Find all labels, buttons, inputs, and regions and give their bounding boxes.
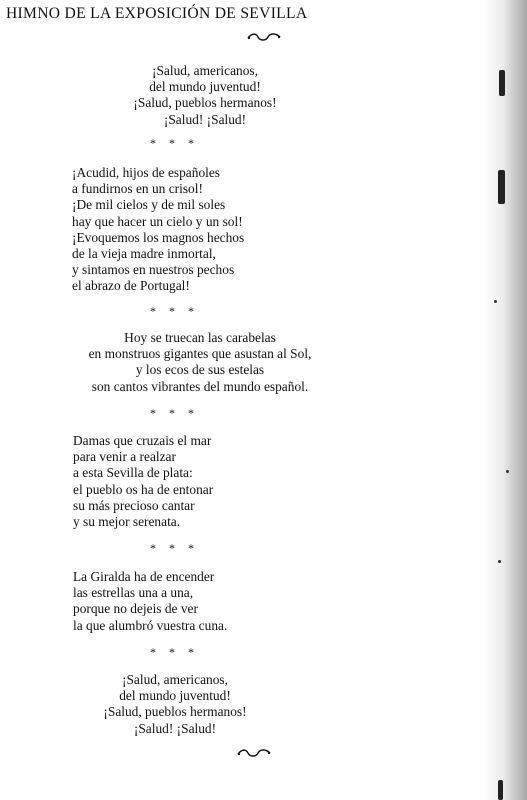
ornament-bottom bbox=[0, 748, 517, 760]
stanza-separator: * * * bbox=[150, 136, 199, 150]
flourish-ornament-icon bbox=[246, 32, 282, 42]
verse-line: a esta Sevilla de plata: bbox=[73, 465, 193, 481]
verse-line: ¡Salud! ¡Salud! bbox=[133, 720, 217, 736]
stanza-separator: * * * bbox=[150, 645, 199, 659]
verse-line: del mundo juventud! bbox=[149, 79, 261, 95]
stanza-1 bbox=[60, 63, 350, 128]
verse-line: porque no dejeis de ver bbox=[73, 601, 198, 617]
verse-line: del mundo juventud! bbox=[119, 688, 231, 704]
page-title: HIMNO DE LA EXPOSICIÓN DE SEVILLA bbox=[6, 5, 308, 22]
verse-line: ¡Evoquemos los magnos hechos bbox=[72, 229, 245, 245]
verse-line: ¡Salud, americanos, bbox=[122, 672, 228, 687]
edge-ink-mark bbox=[498, 780, 503, 800]
stanza-2 bbox=[72, 165, 372, 295]
verse-line: y sintamos en nuestros pechos bbox=[72, 262, 235, 278]
edge-speck bbox=[494, 300, 497, 303]
stanza-separator: * * * bbox=[150, 304, 199, 318]
verse-line: de la vieja madre inmortal, bbox=[72, 245, 216, 261]
edge-ink-mark bbox=[498, 170, 505, 204]
stanza-separator: * * * bbox=[150, 406, 199, 420]
verse-line: su más precioso cantar bbox=[73, 497, 195, 513]
verse-line: el abrazo de Portugal! bbox=[72, 278, 190, 294]
verse-line: el pueblo os ha de entonar bbox=[73, 481, 214, 497]
verse-line: la que alumbró vuestra cuna. bbox=[73, 617, 228, 633]
verse-line: La Giralda ha de encender bbox=[73, 569, 215, 584]
verse-line: ¡Salud, pueblos hermanos! bbox=[103, 704, 247, 720]
edge-ink-mark bbox=[499, 70, 505, 96]
verse-line: y los ecos de sus estelas bbox=[135, 362, 265, 378]
stanza-5 bbox=[73, 569, 373, 634]
verse-line: y su mejor serenata. bbox=[73, 513, 181, 529]
verse-line: a fundirnos en un crisol! bbox=[72, 181, 203, 197]
verse-line: ¡De mil cielos y de mil soles bbox=[72, 197, 226, 213]
verse-line: ¡Salud, americanos, bbox=[152, 63, 258, 78]
verse-line: ¡Salud! ¡Salud! bbox=[163, 111, 247, 127]
ornament-top bbox=[0, 32, 527, 44]
stanza-6 bbox=[30, 672, 320, 737]
page-edge-shadow bbox=[483, 0, 527, 800]
verse-line: Damas que cruzais el mar bbox=[73, 433, 212, 448]
verse-line: en monstruos gigantes que asustan al Sol, bbox=[88, 346, 312, 362]
verse-line: ¡Salud, pueblos hermanos! bbox=[133, 95, 277, 111]
verse-line: las estrellas una a una, bbox=[73, 585, 194, 601]
stanza-3 bbox=[20, 330, 380, 395]
verse-line: hay que hacer un cielo y un sol! bbox=[72, 213, 243, 229]
stanza-4 bbox=[73, 433, 373, 530]
flourish-ornament-icon bbox=[236, 748, 272, 758]
verse-line: Hoy se truecan las carabelas bbox=[124, 330, 276, 345]
edge-speck bbox=[506, 470, 509, 473]
edge-speck bbox=[498, 560, 501, 563]
verse-line: ¡Acudid, hijos de españoles bbox=[72, 165, 221, 180]
stanza-separator: * * * bbox=[150, 541, 199, 555]
verse-line: para venir a realzar bbox=[73, 449, 176, 465]
verse-line: son cantos vibrantes del mundo español. bbox=[91, 378, 309, 394]
